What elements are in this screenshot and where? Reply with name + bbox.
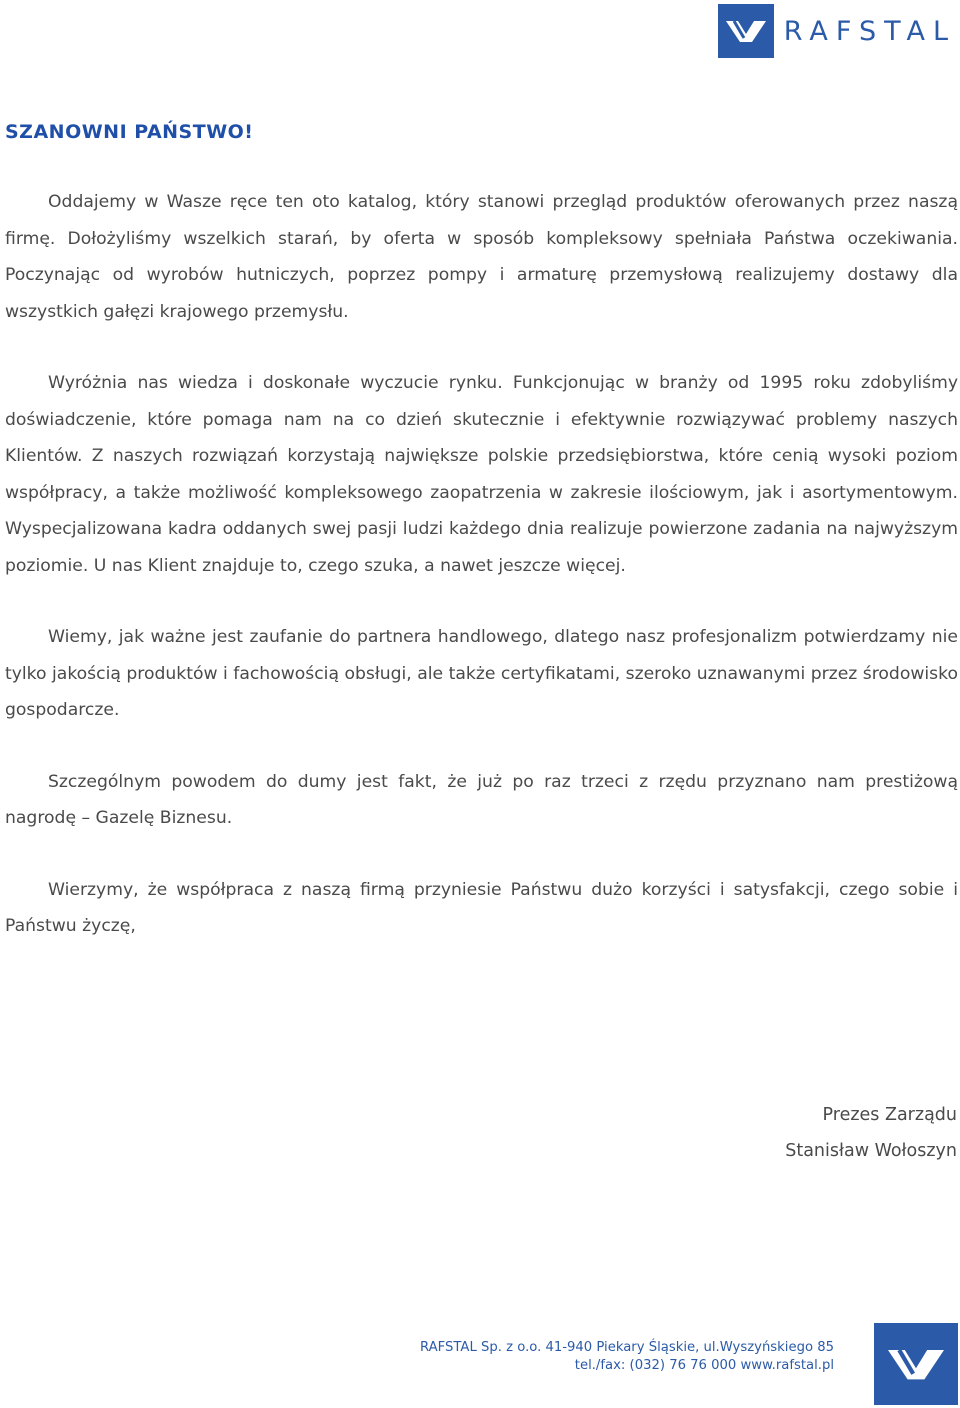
brand-logo: [718, 4, 956, 58]
rafstal-logo-icon: [718, 4, 774, 58]
letter-body: [5, 184, 958, 945]
paragraph-experience: Wyróżnia nas wiedza i doskonałe wyczucie rynku. Funkcjonując w branży od 1995 roku zdobyliśmy doświadczenie, które pomaga nam na co dzień skutecznie i efektywnie rozwiązywać problemy naszych Klientów. Z naszych rozwiązań korzystają największe polskie przedsiębiorstwa, które cenią wysoki poziom współpracy, a także możliwość kompleksowego zaopatrzenia w zakresie ilościowym, jak i asortymentowym. Wyspecjalizowana kadra oddanych swej pasji ludzi każdego dnia realizuje powierzone zadania na najwyższym poziomie. U nas Klient znajduje to, czego szuka, a nawet jeszcze więcej.: [5, 373, 958, 576]
footer-contact: [420, 1339, 834, 1375]
footer-logo-icon: [874, 1323, 958, 1405]
letter-heading: SZANOWNI PAŃSTWO!: [5, 121, 254, 143]
paragraph-award: Szczególnym powodem do dumy jest fakt, że już po raz trzeci z rzędu przyznano nam prestiżową nagrodę – Gazelę Biznesu.: [5, 771, 958, 828]
paragraph-closing: Wierzymy, że współpraca z naszą firmą przyniesie Państwu dużo korzyści i satysfakcji, czego sobie i Państwu życzę,: [5, 879, 958, 936]
signature-block: [785, 1097, 957, 1169]
footer-address: RAFSTAL Sp. z o.o. 41-940 Piekary Śląskie, ul.Wyszyńskiego 85: [420, 1340, 834, 1355]
signature-role: Prezes Zarządu: [822, 1105, 957, 1125]
signature-name: Stanisław Wołoszyn: [785, 1141, 957, 1161]
paragraph-trust: Wiemy, jak ważne jest zaufanie do partnera handlowego, dlatego nasz profesjonalizm potwierdzamy nie tylko jakością produktów i fachowością obsługi, ale także certyfikatami, szeroko uznawanymi przez środowisko gospodarcze.: [5, 627, 958, 720]
paragraph-intro: Oddajemy w Wasze ręce ten oto katalog, który stanowi przegląd produktów oferowanych przez naszą firmę. Dołożyliśmy wszelkich starań, by oferta w sposób kompleksowy spełniała Państwa oczekiwania. Poczynając od wyrobów hutniczych, poprzez pompy i armaturę przemysłową realizujemy dostawy dla wszystkich gałęzi krajowego przemysłu.: [5, 192, 958, 322]
footer-phone-web: tel./fax: (032) 76 76 000 www.rafstal.pl: [574, 1358, 834, 1373]
brand-name: RAFSTAL: [783, 15, 956, 47]
